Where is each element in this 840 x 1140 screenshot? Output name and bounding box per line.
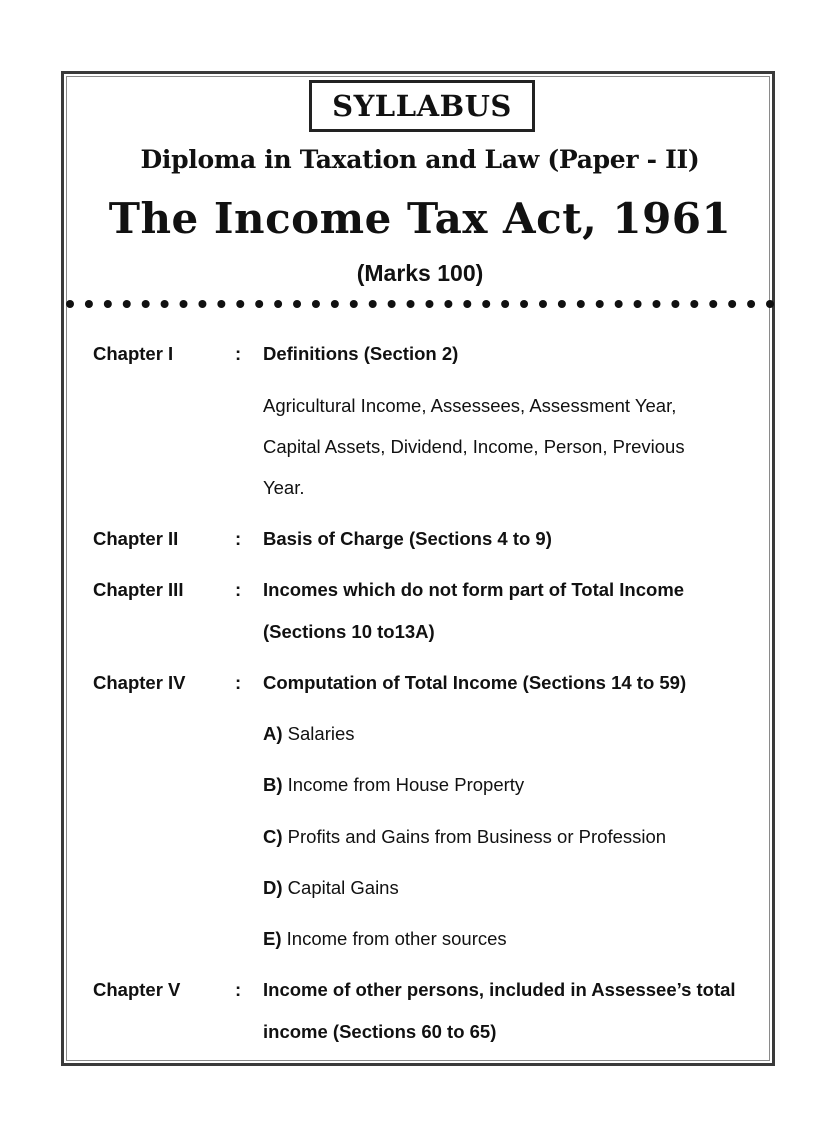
chapter-2-heading: Basis of Charge (Sections 4 to 9) [263, 528, 552, 549]
chapter-4-item [263, 877, 778, 899]
item-text: Income from House Property [287, 774, 525, 795]
divider-dot [350, 300, 358, 308]
divider-dot [388, 300, 396, 308]
item-label: B) [263, 774, 283, 795]
chapter-3-colon: : [235, 579, 242, 600]
chapter-4-item [263, 826, 778, 848]
divider-dot [198, 300, 206, 308]
chapter-1-detail: Year. [263, 477, 305, 498]
item-label: A) [263, 723, 283, 744]
divider-dot [709, 300, 717, 308]
item-text: Income from other sources [286, 928, 507, 949]
chapter-4-colon: : [235, 672, 242, 693]
divider-dot [255, 300, 263, 308]
divider-dot [85, 300, 93, 308]
chapter-4-name: Chapter IV [93, 672, 186, 693]
divider-dot [766, 300, 774, 308]
divider-dot [482, 300, 490, 308]
chapter-2-name: Chapter II [93, 528, 179, 549]
divider-dot [728, 300, 736, 308]
divider-dot [66, 300, 74, 308]
divider-dot [463, 300, 471, 308]
chapter-4-heading: Computation of Total Income (Sections 14 to 59) [263, 672, 687, 693]
divider-dot [180, 300, 188, 308]
chapter-1-name: Chapter I [93, 343, 174, 364]
chapter-3-heading: (Sections 10 to13A) [263, 621, 435, 642]
chapter-4-item [263, 774, 778, 796]
divider-dot [274, 300, 282, 308]
divider-dot [142, 300, 150, 308]
divider-dot [369, 300, 377, 308]
chapter-4-item [263, 723, 778, 745]
divider-dot [671, 300, 679, 308]
divider-dot [690, 300, 698, 308]
chapter-5-name: Chapter V [93, 979, 181, 1000]
chapter-3-name: Chapter III [93, 579, 184, 600]
divider-dot [652, 300, 660, 308]
chapter-1-detail: Capital Assets, Dividend, Income, Person, Previous [263, 436, 685, 457]
divider-dot [747, 300, 755, 308]
divider-dot [501, 300, 509, 308]
divider-dot [236, 300, 244, 308]
item-label: E) [263, 928, 282, 949]
chapter-1-heading: Definitions (Section 2) [263, 343, 459, 364]
chapter-3-heading: Incomes which do not form part of Total Income [263, 579, 685, 600]
chapter-5-heading: income (Sections 60 to 65) [263, 1021, 497, 1042]
divider-dot [539, 300, 547, 308]
item-text: Capital Gains [287, 877, 399, 898]
page-title: The Income Tax Act, 1961 [108, 194, 732, 243]
chapter-4-item [263, 928, 778, 950]
divider-dot [161, 300, 169, 308]
item-text: Salaries [287, 723, 355, 744]
divider-dot [444, 300, 452, 308]
divider-dot [596, 300, 604, 308]
divider-dot [407, 300, 415, 308]
divider-dot [520, 300, 528, 308]
chapter-1-detail: Agricultural Income, Assessees, Assessment Year, [263, 395, 677, 416]
item-text: Profits and Gains from Business or Profession [287, 826, 667, 847]
item-label: C) [263, 826, 283, 847]
divider-dot [558, 300, 566, 308]
course-subtitle: Diploma in Taxation and Law (Paper - II) [140, 145, 700, 174]
divider-dot [634, 300, 642, 308]
chapter-5-colon: : [235, 979, 242, 1000]
syllabus-label: SYLLABUS [309, 80, 535, 132]
divider-dot [104, 300, 112, 308]
dotted-divider [64, 296, 776, 312]
divider-dot [577, 300, 585, 308]
divider-dot [293, 300, 301, 308]
divider-dot [425, 300, 433, 308]
divider-dot [217, 300, 225, 308]
divider-dot [615, 300, 623, 308]
chapter-2-colon: : [235, 528, 242, 549]
divider-dot [123, 300, 131, 308]
divider-dot [331, 300, 339, 308]
divider-dot [312, 300, 320, 308]
item-label: D) [263, 877, 283, 898]
marks-label: (Marks 100) [356, 260, 484, 286]
chapter-1-colon: : [235, 343, 242, 364]
chapter-5-heading: Income of other persons, included in Assessee’s total [263, 979, 736, 1000]
